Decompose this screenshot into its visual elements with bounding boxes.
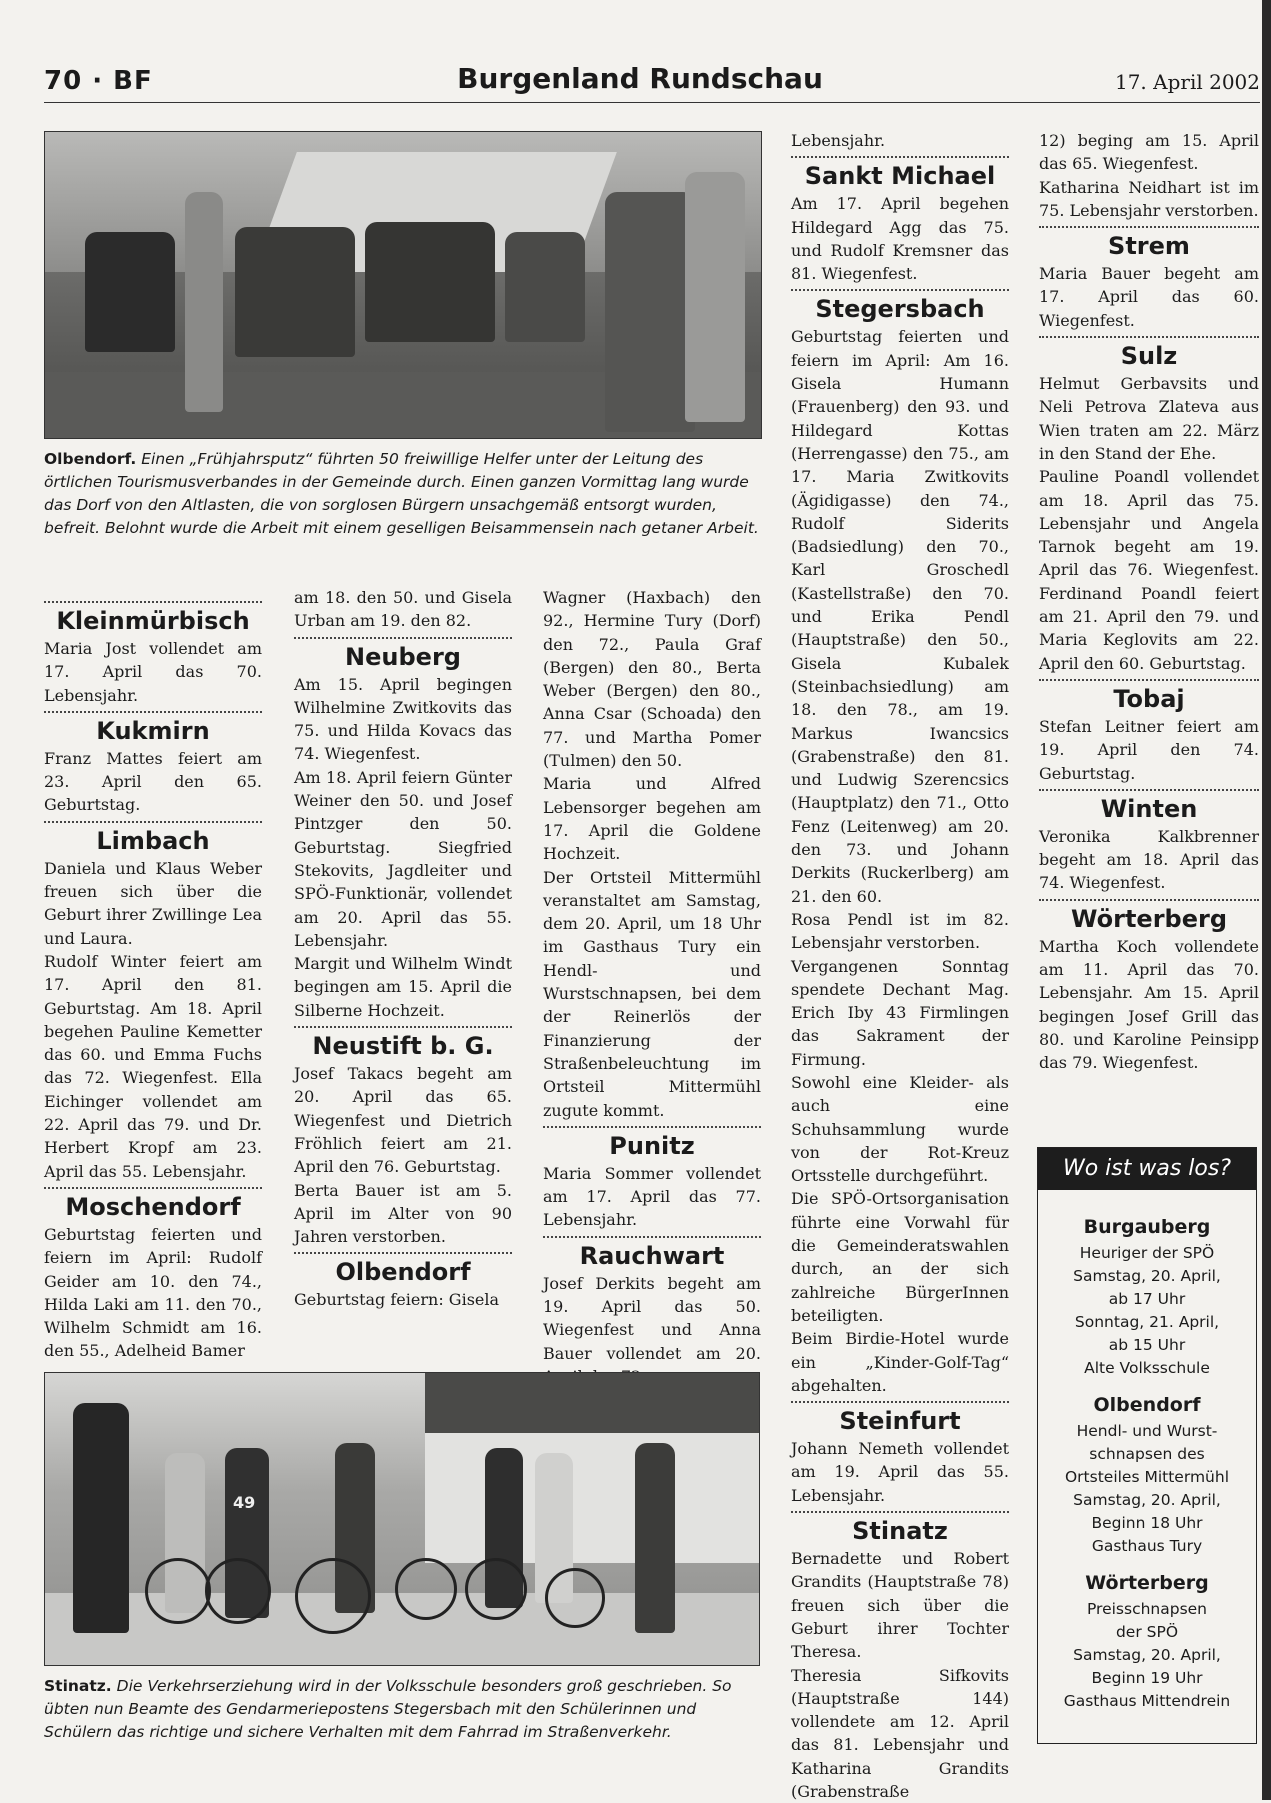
section-title: Kukmirn [96, 716, 210, 745]
event-line: Beginn 19 Uhr [1091, 1669, 1203, 1687]
article-text: Am 18. April feiern Günter Weiner den 50. und Josef Pintzger den 50. Geburtstag. Siegfried Stekovits, Jagdleiter und SPÖ-Funktionär, vollendet am 20. April das 55. Lebensjahr. [294, 767, 512, 950]
event-line: Samstag, 20. April, [1073, 1646, 1221, 1664]
article-text: Josef Derkits begeht am 19. April das 50. Wiegenfest und Anna Bauer vollendet am 20. [543, 1273, 761, 1363]
section-separator [791, 289, 1009, 291]
article-text: Stefan Leitner feiert am 19. April den 74. Geburtstag. [1039, 716, 1259, 783]
event-line: ab 17 Uhr [1108, 1290, 1186, 1308]
article-text: Maria Bauer begeht am 17. April das 60. Wiegenfest. [1039, 264, 1259, 330]
section-separator [1039, 336, 1259, 338]
column-3 [543, 586, 761, 1388]
section-title: Strem [1108, 232, 1190, 261]
event-location: Burgauberg [1083, 1216, 1211, 1238]
section-separator [1039, 789, 1259, 791]
column-4 [791, 129, 1009, 1803]
section-separator [44, 601, 262, 603]
events-box-title: Wo ist was los? [1038, 1148, 1256, 1190]
article-text: Veronika Kalkbrenner begeht am 18. April das 74. Wiegenfest. [1039, 826, 1259, 893]
article-text: am 18. den 50. und Gisela Urban am 19. den 82. [294, 588, 512, 631]
column-2 [294, 586, 512, 1312]
article-text: Theresia Sifkovits (Hauptstraße 144) vollendete am 12. April das 81. Lebensjahr und Katharina Grandits (Grabenstraße [791, 1665, 1009, 1801]
section-title: Kleinmürbisch [56, 607, 250, 635]
events-box-body [1038, 1190, 1256, 1713]
section-separator [44, 1187, 262, 1189]
section-separator [294, 637, 512, 639]
article-text: 12) beging am 15. April das 65. Wiegenfest. [1039, 131, 1259, 174]
event-line: Hendl- und Wurst- [1076, 1422, 1218, 1440]
section-title: Punitz [609, 1131, 695, 1160]
article-text: Daniela und Klaus Weber freuen sich über die Geburt ihrer Zwillinge Lea und Laura. [44, 858, 262, 948]
caption-place: Stinatz. [44, 1677, 112, 1695]
events-box [1037, 1147, 1257, 1744]
scan-edge [1262, 0, 1271, 1800]
section-title: Stinatz [852, 1517, 948, 1546]
article-text: Johann Nemeth vollendet am 19. April das 55. Lebensjahr. [791, 1439, 1009, 1505]
event-line: Heuriger der SPÖ [1079, 1244, 1215, 1262]
section-separator [543, 1126, 761, 1128]
section-title: Moschendorf [65, 1192, 241, 1221]
section-separator [1039, 226, 1259, 228]
bottom-photo-caption [44, 1675, 758, 1744]
event-location: Wörterberg [1085, 1572, 1209, 1594]
section-separator [791, 1401, 1009, 1403]
section-title: Steinfurt [839, 1407, 961, 1436]
article-text: Wagner (Haxbach) den 92., Hermine Tury (Dorf) den 72., Paula Graf (Bergen) den 80., Berta Weber (Bergen) den 80., Anna Csar (Schoada) den 77. und Martha Pomer (Tulmen) den 50. [543, 588, 761, 771]
event-line: Alte Volksschule [1084, 1359, 1210, 1377]
section-separator [294, 1026, 512, 1028]
article-text: Vergangenen Sonntag spendete Dechant Mag. Erich Iby 43 Firmlingen das Sakrament der Firmung. [791, 956, 1009, 1069]
bottom-photo [44, 1372, 760, 1666]
article-text: Bernadette und Robert Grandits (Hauptstraße 78) freuen sich über die Geburt ihrer Tochter Theresa. [791, 1549, 1009, 1662]
top-photo [44, 131, 762, 439]
section-title: Rauchwart [579, 1241, 725, 1270]
header-rule [44, 102, 1260, 103]
article-text: Am 17. April begehen Hildegard Agg das 75. und Rudolf Kremsner das 81. Wiegenfest. [791, 194, 1009, 284]
section-separator [543, 1236, 761, 1238]
issue-date: 17. April 2002 [1114, 70, 1260, 94]
section-separator [1039, 679, 1259, 681]
section-separator [44, 821, 262, 823]
article-text: Beim Birdie-Hotel wurde ein „Kinder-Golf-Tag“ abgehalten. [791, 1329, 1009, 1395]
article-text: Martha Koch vollendete am 11. April das 70. Lebensjahr. Am 15. April begingen Josef Grill das 80. und Karoline Peinsipp das 79. Wiegenfest. [1039, 936, 1259, 1073]
article-text: Rudolf Winter feiert am 17. April den 81. Geburtstag. Am 18. April begehen Pauline Kemetter das 60. und Emma Fuchs das 72. Wiegenfest. Ella Eichinger vollendet am 22. April das 79. und Dr. Herbert Kropf am 23. April das 55. Lebensjahr. [44, 951, 262, 1181]
top-photo-caption [44, 448, 760, 540]
section-title: Sulz [1120, 342, 1178, 371]
section-title: Tobaj [1113, 684, 1185, 713]
section-separator [791, 156, 1009, 158]
article-text: Josef Takacs begeht am 20. April das 65. Wiegenfest und Dietrich Fröhlich feiert am 21. April den 76. Geburtstag. [294, 1064, 512, 1177]
article-text: Die SPÖ-Ortsorganisation führte eine Vorwahl für die Gemeinderatswahlen durch, an der sich zahlreiche BürgerInnen beteiligten. [791, 1189, 1009, 1325]
article-text: Der Ortsteil Mittermühl veranstaltet am Samstag, dem 20. April, um 18 Uhr im Gasthaus Tury ein Hendl- und Wurstschnapsen, bei dem der Reinerlös der Finanzierung der Straßenbeleuchtung im Ortsteil Mittermühl zugute kommt. [543, 867, 761, 1120]
event-line: Gasthaus Tury [1091, 1537, 1203, 1555]
section-title: Neustift b. G. [312, 1032, 494, 1061]
section-title: Sankt Michael [804, 162, 996, 191]
section-separator [44, 711, 262, 713]
article-text: Am 15. April begingen Wilhelmine Zwitkovits das 75. und Hilda Kovacs das 74. Wiegenfest. [294, 674, 512, 764]
event-line: Samstag, 20. April, [1073, 1491, 1221, 1509]
caption-text: Einen „Frühjahrsputz“ führten 50 freiwillige Helfer unter der Leitung des örtlichen Tourismusverbandes in der Gemeinde durch. Einen ganzen Vormittag lang wurde das Dorf von den Altlasten, die von sorglosen Bürgern unsachgemäß entsorgt wurden, befreit. Belohnt wurde die Arbeit mit einem geselligen Beisammensein nach getaner Arbeit. [44, 450, 759, 537]
article-text: Katharina Neidhart ist im 75. Lebensjahr verstorben. [1039, 177, 1259, 220]
newspaper-title: Burgenland Rundschau [457, 62, 823, 95]
section-title: Neuberg [345, 642, 461, 671]
column-5 [1039, 129, 1259, 1075]
article-text: Margit und Wilhelm Windt begingen am 15. April die Silberne Hochzeit. [294, 954, 512, 1020]
event-location: Olbendorf [1093, 1394, 1201, 1416]
caption-text: Die Verkehrserziehung wird in der Volksschule besonders groß geschrieben. So übten nun Beamte des Gendarmeriepostens Stegersbach mit den Schülerinnen und Schülern das richtige und sichere Verhalten mit dem Fahrrad im Straßenverkehr. [44, 1677, 732, 1741]
article-text: Geburtstag feiern: Gisela [294, 1290, 500, 1310]
article-text: Maria Sommer vollendet am 17. April das 77. Lebensjahr. [543, 1163, 761, 1230]
section-title: Olbendorf [335, 1258, 471, 1287]
event-line: Ortsteiles Mittermühl [1064, 1468, 1229, 1486]
section-title: Wörterberg [1071, 904, 1227, 933]
article-text: Sowohl eine Kleider- als auch eine Schuhsammlung wurde von der Rot-Kreuz Ortsstelle durchgeführt. [791, 1072, 1009, 1186]
column-1 [44, 597, 262, 1363]
section-title: Winten [1100, 794, 1198, 823]
article-text: Pauline Poandl vollendet am 18. April das 75. Lebensjahr und Angela Tarnok begeht am 19. April das 76. Wiegenfest. Ferdinand Poandl feiert am 21. April den 79. und Maria Keglovits am 22. April den 60. Geburtstag. [1039, 467, 1259, 673]
article-text: Maria und Alfred Lebensorger begehen am 17. April die Goldene Hochzeit. [543, 774, 761, 864]
section-title: Limbach [96, 826, 210, 855]
section-separator [294, 1252, 512, 1254]
event-line: schnapsen des [1089, 1445, 1205, 1463]
caption-place: Olbendorf. [44, 450, 137, 468]
article-text: Helmut Gerbavsits und Neli Petrova Zlateva aus Wien traten am 22. März in den Stand der Ehe. [1039, 374, 1259, 463]
article-text: Berta Bauer ist am 5. April im Alter von 90 Jahren verstorben. [294, 1180, 512, 1247]
event-line: der SPÖ [1115, 1623, 1179, 1641]
article-text: Rosa Pendl ist im 82. Lebensjahr verstorben. [791, 909, 1009, 953]
event-line: Samstag, 20. April, [1073, 1267, 1221, 1285]
section-separator [791, 1511, 1009, 1513]
article-text: Geburtstag feierten und feiern im April: Rudolf Geider am 10. den 74., Hilda Laki am 11. den 70., Wilhelm Schmidt am 16. den 55., Adelheid Bamer [44, 1224, 262, 1361]
article-text: Maria Jost vollendet am 17. April das 70. Lebensjahr. [44, 639, 262, 705]
article-text: Lebensjahr. [791, 131, 886, 150]
section-title: Stegersbach [815, 295, 985, 324]
section-separator [1039, 899, 1259, 901]
article-text: Geburtstag feierten und feiern im April: Am 16. Gisela Humann (Frauenberg) den 93. und Hildegard Kottas (Herrengasse) den 75., am 17. Maria Zwitkovits (Ägidigasse) den 74., Rudolf Siderits (Badsiedlung) den 70., Karl Groschedl (Kastellstraße) den 70. und Erika Pendl (Hauptstraße) den 50., Gisela Kubalek (Steinbachsiedlung) am 18. den 78., am 19. Markus Iwancsics (Grabenstraße) den 81. und Ludwig Szerencsics (Hauptplatz) den 71., Otto Fenz (Leitenweg) am 20. den 73. und Johann Derkits (Ruckerlberg) am 21. den 60. [791, 327, 1009, 906]
page-number: 70 · BF [44, 66, 153, 96]
event-line: Gasthaus Mittendrein [1063, 1692, 1231, 1710]
event-line: Beginn 18 Uhr [1091, 1514, 1203, 1532]
article-text: Franz Mattes feiert am 23. April den 65. Geburtstag. [44, 748, 262, 815]
shirt-number: 49 [233, 1493, 256, 1512]
event-line: ab 15 Uhr [1108, 1336, 1186, 1354]
event-line: Preisschnapsen [1086, 1600, 1208, 1618]
event-line: Sonntag, 21. April, [1074, 1313, 1220, 1331]
